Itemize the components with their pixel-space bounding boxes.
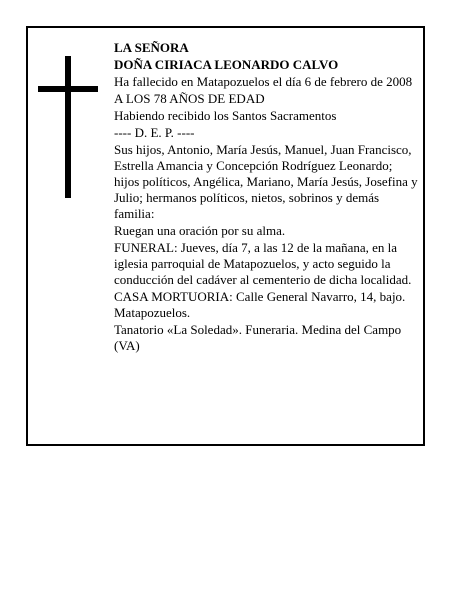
cross-vertical-bar bbox=[65, 56, 71, 198]
prayer-request: Ruegan una oración por su alma. bbox=[114, 223, 286, 238]
obituary-text bbox=[114, 40, 420, 355]
age-at-death: A LOS 78 AÑOS DE EDAD bbox=[114, 91, 265, 106]
obituary-notice bbox=[26, 26, 425, 446]
funeral-home-info: Tanatorio «La Soledad». Funeraria. Medina del Campo (VA) bbox=[114, 322, 402, 353]
family-members: Sus hijos, Antonio, María Jesús, Manuel, Juan Francisco, Estrella Amancia y Concepción Rodríguez Leonardo; hijos políticos, Angélica, Mariano, María Jesús, Josefina y Julio; hermanos políticos, nietos, sobrinos y demás familia: bbox=[114, 142, 418, 221]
latin-cross-icon bbox=[38, 56, 98, 198]
cross-horizontal-bar bbox=[38, 86, 98, 92]
mortuary-house-address: CASA MORTUORIA: Calle General Navarro, 14, bajo. Matapozuelos. bbox=[114, 289, 406, 320]
funeral-details: FUNERAL: Jueves, día 7, a las 12 de la mañana, en la iglesia parroquial de Matapozuelos, y acto seguido la conducción del cadáver al cementerio de dicha localidad. bbox=[114, 240, 412, 287]
death-information: Ha fallecido en Matapozuelos el día 6 de febrero de 2008 bbox=[114, 74, 413, 89]
sacraments-text: Habiendo recibido los Santos Sacramentos bbox=[114, 108, 337, 123]
rest-in-peace-text: ---- D. E. P. ---- bbox=[114, 125, 195, 140]
deceased-name: DOÑA CIRIACA LEONARDO CALVO bbox=[114, 57, 339, 72]
notice-title: LA SEÑORA bbox=[114, 40, 189, 55]
